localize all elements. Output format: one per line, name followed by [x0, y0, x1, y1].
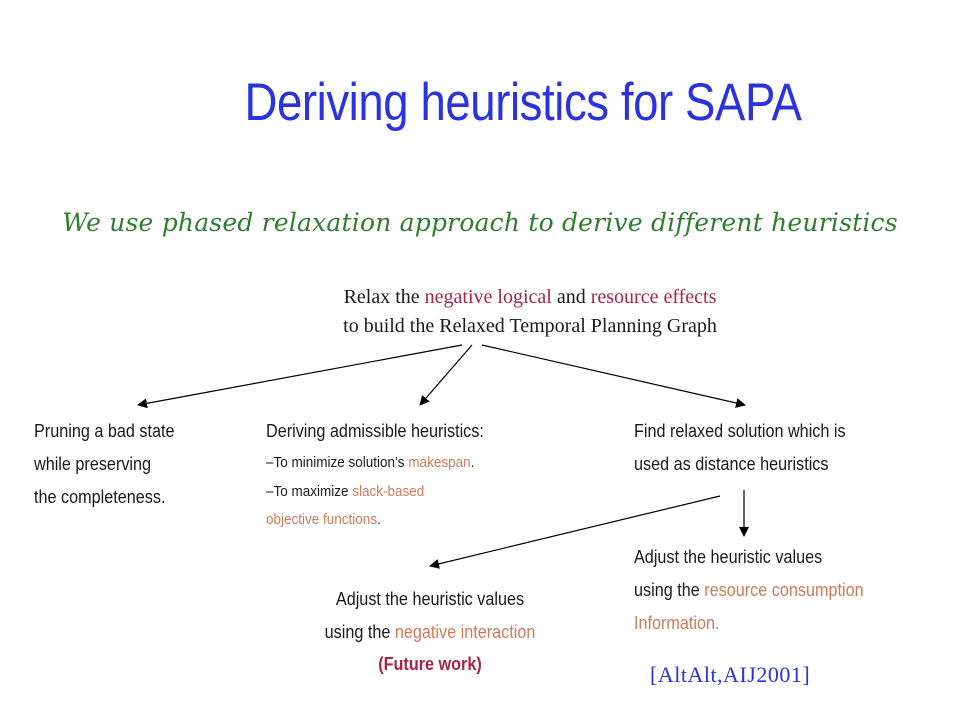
objective-functions-term: objective functions — [266, 511, 378, 528]
future-work-label: (Future work) — [378, 654, 482, 674]
pruning-line-1: Pruning a bad state — [34, 421, 175, 441]
adjust-negative-node — [260, 583, 600, 649]
adjust-text: using the — [324, 622, 395, 642]
adjust-resource-line-1: Adjust the heuristic values — [634, 547, 823, 567]
relax-line-2: to build the Relaxed Temporal Planning Graph — [343, 315, 717, 337]
slide-subtitle: We use phased relaxation approach to derive different heuristics — [62, 208, 898, 237]
adjust-resource-line-3: Information. — [634, 613, 720, 633]
bullet-text: . — [377, 511, 381, 528]
pruning-node — [34, 415, 254, 514]
adjust-negative-line-1: Adjust the heuristic values — [335, 589, 525, 609]
relax-text: Relax the — [343, 286, 425, 308]
relax-text: and — [551, 286, 591, 308]
find-relaxed-solution-node — [634, 415, 954, 481]
slack-based-term: slack-based — [352, 483, 425, 500]
negative-interaction-term: negative interaction — [394, 622, 536, 642]
bullet-text: –To minimize solution’s — [266, 454, 409, 471]
pruning-line-3: the completeness. — [34, 487, 166, 507]
arrow-to-admissible — [420, 345, 472, 405]
slide-title: Deriving heuristics for SAPA — [244, 73, 802, 132]
admissible-bullet-makespan — [266, 449, 590, 477]
pruning-line-2: while preserving — [34, 454, 152, 474]
resource-effects-term: resource effects — [590, 286, 717, 308]
arrow-to-find — [482, 345, 745, 405]
negative-logical-term: negative logical — [424, 286, 552, 308]
arrow-to-pruning — [138, 345, 462, 405]
citation: [AltAlt,AIJ2001] — [650, 662, 811, 687]
adjust-resource-line-2 — [634, 574, 922, 607]
bullet-text: . — [470, 454, 475, 471]
makespan-term: makespan — [408, 454, 471, 471]
adjust-negative-line-2 — [277, 616, 583, 649]
bullet-text: –To maximize — [266, 483, 353, 500]
admissible-bullet-slack — [266, 478, 590, 534]
adjust-text: using the — [634, 580, 705, 600]
find-line-2: used as distance heuristics — [634, 454, 829, 474]
resource-consumption-term: resource consumption — [704, 580, 864, 600]
find-line-1: Find relaxed solution which is — [634, 421, 846, 441]
admissible-heading: Deriving admissible heuristics: — [266, 421, 484, 441]
adjust-resource-node — [634, 541, 954, 640]
